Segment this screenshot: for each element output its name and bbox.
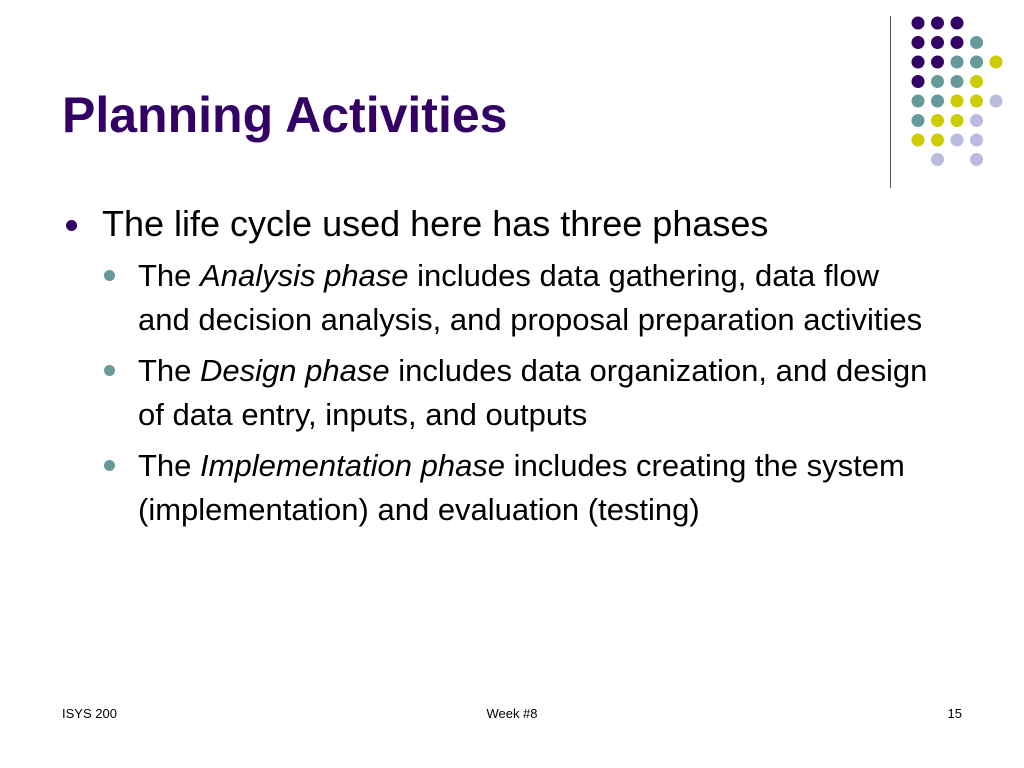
decorative-dot (970, 95, 983, 108)
slide-title: Planning Activities (62, 87, 508, 143)
decorative-dot (912, 134, 925, 147)
bullet-dot-icon (66, 220, 77, 231)
footer-page-number: 15 (947, 706, 962, 721)
footer-course: ISYS 200 (62, 706, 117, 721)
sub-bullet-emphasis: Implementation phase (200, 448, 506, 483)
decorative-dot (951, 17, 964, 30)
decorative-dot (912, 56, 925, 69)
decorative-dot (951, 56, 964, 69)
decorative-dot (931, 95, 944, 108)
sub-bullet-analysis (102, 254, 928, 342)
decorative-dot (931, 114, 944, 127)
sub-bullet-prefix: The (138, 448, 201, 483)
decorative-dot (912, 17, 925, 30)
sub-bullet-text: includes creating the system (implementation) and evaluation (testing) (138, 448, 905, 527)
decorative-dot (951, 95, 964, 108)
bullet-main-text: The life cycle used here has three phases (102, 203, 769, 244)
decorative-dot (951, 114, 964, 127)
sub-bullet-emphasis: Design phase (200, 353, 390, 388)
decorative-dot (912, 114, 925, 127)
decorative-dot (931, 56, 944, 69)
sub-bullet-emphasis: Analysis phase (200, 258, 409, 293)
sub-bullet-dot-icon (104, 270, 115, 281)
decorative-dot (951, 134, 964, 147)
sub-bullet-design (102, 349, 928, 437)
decorative-dot (970, 134, 983, 147)
decorative-dot (990, 56, 1003, 69)
sub-bullet-dot-icon (104, 365, 115, 376)
sub-bullet-dot-icon (104, 460, 115, 471)
slide-body (62, 200, 962, 539)
sub-bullet-text: includes data gathering, data flow and decision analysis, and proposal preparation activities (138, 258, 923, 337)
decorative-dot (912, 75, 925, 88)
footer-week: Week #8 (486, 706, 538, 721)
decorative-dot (931, 36, 944, 49)
decorative-dot (931, 75, 944, 88)
sub-bullet-prefix: The (138, 353, 201, 388)
decorative-dot (970, 114, 983, 127)
bullet-main (62, 200, 962, 248)
sub-bullet-text: includes data organization, and design of data entry, inputs, and outputs (138, 353, 928, 432)
decorative-dot (990, 95, 1003, 108)
decorative-dot (951, 75, 964, 88)
decorative-dot (912, 36, 925, 49)
decorative-dot (970, 36, 983, 49)
decorative-dot (951, 36, 964, 49)
sub-bullet-list (102, 254, 962, 532)
decorative-dot (931, 17, 944, 30)
sub-bullet-prefix: The (138, 258, 201, 293)
decorative-dot (912, 95, 925, 108)
decorative-dot (931, 134, 944, 147)
decorative-dot (970, 56, 983, 69)
sub-bullet-implementation (102, 444, 928, 532)
decorative-dot (931, 153, 944, 166)
decorative-dot (970, 75, 983, 88)
decorative-dot (970, 153, 983, 166)
